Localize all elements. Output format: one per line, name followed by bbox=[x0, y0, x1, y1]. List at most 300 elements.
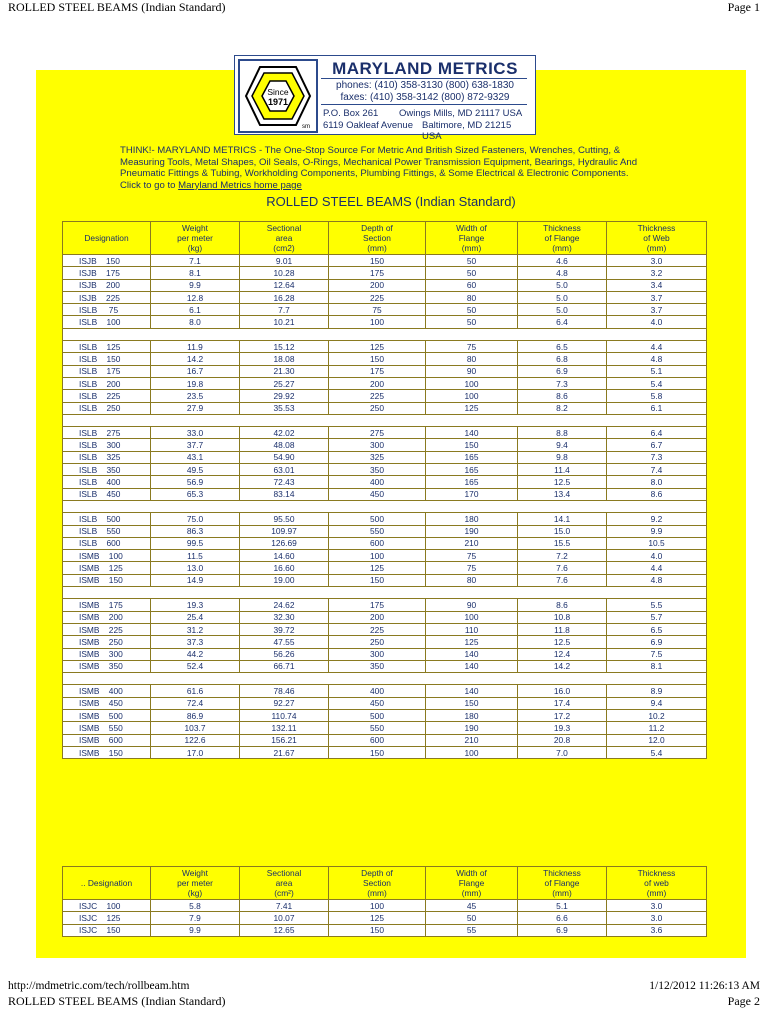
value-cell: 140 bbox=[426, 685, 518, 697]
value-cell: 4.0 bbox=[607, 316, 707, 328]
value-cell: 10.2 bbox=[607, 709, 707, 721]
value-cell: 5.5 bbox=[607, 599, 707, 611]
value-cell: 175 bbox=[329, 365, 426, 377]
value-cell: 126.69 bbox=[240, 537, 329, 549]
value-cell: 8.2 bbox=[518, 402, 607, 414]
value-cell: 72.43 bbox=[240, 476, 329, 488]
designation-cell: ISMB 175 bbox=[63, 599, 151, 611]
value-cell: 7.6 bbox=[518, 562, 607, 574]
steel-channels-table bbox=[62, 866, 707, 937]
value-cell: 9.9 bbox=[607, 525, 707, 537]
column-header: Designation bbox=[63, 222, 151, 255]
value-cell: 18.08 bbox=[240, 353, 329, 365]
footer-datetime: 1/12/2012 11:26:13 AM bbox=[649, 980, 760, 992]
value-cell: 200 bbox=[329, 611, 426, 623]
company-contact-block bbox=[319, 58, 531, 142]
footer-url: http://mdmetric.com/tech/rollbeam.htm bbox=[8, 980, 190, 992]
value-cell: 8.0 bbox=[607, 476, 707, 488]
value-cell: 100 bbox=[426, 746, 518, 758]
value-cell: 9.8 bbox=[518, 451, 607, 463]
separator-row bbox=[63, 587, 707, 599]
value-cell: 3.0 bbox=[607, 900, 707, 912]
value-cell: 39.72 bbox=[240, 623, 329, 635]
value-cell: 500 bbox=[329, 513, 426, 525]
value-cell: 20.8 bbox=[518, 734, 607, 746]
company-logo-banner[interactable] bbox=[234, 55, 536, 142]
value-cell: 31.2 bbox=[151, 623, 240, 635]
value-cell: 12.5 bbox=[518, 476, 607, 488]
value-cell: 86.9 bbox=[151, 709, 240, 721]
value-cell: 5.0 bbox=[518, 291, 607, 303]
print-header-page: Page 1 bbox=[727, 0, 760, 14]
value-cell: 200 bbox=[329, 377, 426, 389]
value-cell: 6.4 bbox=[607, 427, 707, 439]
table-row bbox=[63, 341, 707, 353]
designation-cell: ISLB 200 bbox=[63, 377, 151, 389]
value-cell: 5.0 bbox=[518, 279, 607, 291]
value-cell: 175 bbox=[329, 599, 426, 611]
value-cell: 25.4 bbox=[151, 611, 240, 623]
value-cell: 6.8 bbox=[518, 353, 607, 365]
value-cell: 37.7 bbox=[151, 439, 240, 451]
value-cell: 6.4 bbox=[518, 316, 607, 328]
value-cell: 6.1 bbox=[607, 402, 707, 414]
table-row bbox=[63, 513, 707, 525]
value-cell: 156.21 bbox=[240, 734, 329, 746]
value-cell: 100 bbox=[329, 550, 426, 562]
company-street-city: Baltimore, MD 21215 USA bbox=[422, 120, 512, 142]
value-cell: 7.2 bbox=[518, 550, 607, 562]
designation-cell: ISLB 500 bbox=[63, 513, 151, 525]
value-cell: 10.21 bbox=[240, 316, 329, 328]
value-cell: 80 bbox=[426, 574, 518, 586]
value-cell: 110 bbox=[426, 623, 518, 635]
table-row bbox=[63, 924, 707, 936]
footer-title: ROLLED STEEL BEAMS (Indian Standard) bbox=[8, 994, 226, 1008]
value-cell: 190 bbox=[426, 722, 518, 734]
value-cell: 6.9 bbox=[607, 636, 707, 648]
value-cell: 83.14 bbox=[240, 488, 329, 500]
value-cell: 7.5 bbox=[607, 648, 707, 660]
table-row bbox=[63, 574, 707, 586]
value-cell: 65.3 bbox=[151, 488, 240, 500]
value-cell: 400 bbox=[329, 685, 426, 697]
value-cell: 7.3 bbox=[518, 377, 607, 389]
designation-cell: ISLB 150 bbox=[63, 353, 151, 365]
company-phones: phones: (410) 358-3130 (800) 638-1830 bbox=[336, 80, 514, 91]
value-cell: 210 bbox=[426, 734, 518, 746]
table-row bbox=[63, 476, 707, 488]
value-cell: 140 bbox=[426, 660, 518, 672]
value-cell: 10.07 bbox=[240, 912, 329, 924]
table-row bbox=[63, 900, 707, 912]
value-cell: 110.74 bbox=[240, 709, 329, 721]
separator-cell bbox=[63, 500, 707, 512]
separator-cell bbox=[63, 587, 707, 599]
value-cell: 9.9 bbox=[151, 924, 240, 936]
table-row bbox=[63, 451, 707, 463]
value-cell: 5.1 bbox=[607, 365, 707, 377]
table-row bbox=[63, 267, 707, 279]
value-cell: 8.8 bbox=[518, 427, 607, 439]
value-cell: 7.9 bbox=[151, 912, 240, 924]
value-cell: 4.4 bbox=[607, 562, 707, 574]
table-row bbox=[63, 648, 707, 660]
value-cell: 75 bbox=[426, 550, 518, 562]
value-cell: 9.4 bbox=[607, 697, 707, 709]
value-cell: 150 bbox=[329, 255, 426, 267]
designation-cell: ISJB 175 bbox=[63, 267, 151, 279]
table-row bbox=[63, 599, 707, 611]
column-header: Thickness of Flange (mm) bbox=[518, 222, 607, 255]
value-cell: 109.97 bbox=[240, 525, 329, 537]
home-page-link[interactable]: Maryland Metrics home page bbox=[178, 179, 302, 191]
designation-cell: ISLB 75 bbox=[63, 304, 151, 316]
designation-cell: ISMB 400 bbox=[63, 685, 151, 697]
value-cell: 5.4 bbox=[607, 746, 707, 758]
value-cell: 25.27 bbox=[240, 377, 329, 389]
separator-cell bbox=[63, 328, 707, 340]
table-row bbox=[63, 746, 707, 758]
value-cell: 23.5 bbox=[151, 390, 240, 402]
table-title: ROLLED STEEL BEAMS (Indian Standard) bbox=[266, 194, 516, 209]
designation-cell: ISLB 125 bbox=[63, 341, 151, 353]
table-row bbox=[63, 304, 707, 316]
value-cell: 54.90 bbox=[240, 451, 329, 463]
column-header: Sectional area (cm2) bbox=[240, 222, 329, 255]
company-street: 6119 Oakleaf Avenue bbox=[323, 120, 413, 131]
value-cell: 4.8 bbox=[607, 353, 707, 365]
value-cell: 78.46 bbox=[240, 685, 329, 697]
value-cell: 325 bbox=[329, 451, 426, 463]
value-cell: 250 bbox=[329, 402, 426, 414]
table-row bbox=[63, 291, 707, 303]
value-cell: 9.4 bbox=[518, 439, 607, 451]
value-cell: 5.4 bbox=[607, 377, 707, 389]
designation-cell: ISJC 125 bbox=[63, 912, 151, 924]
value-cell: 100 bbox=[426, 377, 518, 389]
value-cell: 13.4 bbox=[518, 488, 607, 500]
table-row bbox=[63, 439, 707, 451]
column-header: Depth of Section (mm) bbox=[329, 867, 426, 900]
value-cell: 80 bbox=[426, 353, 518, 365]
designation-cell: ISLB 175 bbox=[63, 365, 151, 377]
value-cell: 14.2 bbox=[518, 660, 607, 672]
value-cell: 12.0 bbox=[607, 734, 707, 746]
value-cell: 5.8 bbox=[607, 390, 707, 402]
value-cell: 99.5 bbox=[151, 537, 240, 549]
value-cell: 15.0 bbox=[518, 525, 607, 537]
value-cell: 50 bbox=[426, 267, 518, 279]
value-cell: 50 bbox=[426, 316, 518, 328]
value-cell: 125 bbox=[329, 562, 426, 574]
value-cell: 16.28 bbox=[240, 291, 329, 303]
table-row bbox=[63, 660, 707, 672]
designation-cell: ISMB 150 bbox=[63, 574, 151, 586]
value-cell: 75.0 bbox=[151, 513, 240, 525]
separator-row bbox=[63, 328, 707, 340]
table-row bbox=[63, 611, 707, 623]
value-cell: 250 bbox=[329, 636, 426, 648]
value-cell: 12.64 bbox=[240, 279, 329, 291]
column-header: Width of Flange (mm) bbox=[426, 867, 518, 900]
table-row bbox=[63, 365, 707, 377]
value-cell: 17.2 bbox=[518, 709, 607, 721]
separator-row bbox=[63, 414, 707, 426]
value-cell: 56.9 bbox=[151, 476, 240, 488]
table-row bbox=[63, 550, 707, 562]
value-cell: 7.7 bbox=[240, 304, 329, 316]
value-cell: 80 bbox=[426, 291, 518, 303]
value-cell: 100 bbox=[329, 316, 426, 328]
value-cell: 14.9 bbox=[151, 574, 240, 586]
value-cell: 10.8 bbox=[518, 611, 607, 623]
value-cell: 450 bbox=[329, 488, 426, 500]
table-row bbox=[63, 537, 707, 549]
value-cell: 150 bbox=[426, 697, 518, 709]
column-header: Sectional area (cm²) bbox=[240, 867, 329, 900]
value-cell: 150 bbox=[329, 353, 426, 365]
value-cell: 600 bbox=[329, 734, 426, 746]
value-cell: 60 bbox=[426, 279, 518, 291]
table-row bbox=[63, 734, 707, 746]
value-cell: 90 bbox=[426, 365, 518, 377]
value-cell: 10.5 bbox=[607, 537, 707, 549]
value-cell: 165 bbox=[426, 451, 518, 463]
designation-cell: ISMB 150 bbox=[63, 746, 151, 758]
value-cell: 8.1 bbox=[607, 660, 707, 672]
table-row bbox=[63, 488, 707, 500]
designation-cell: ISLB 100 bbox=[63, 316, 151, 328]
value-cell: 32.30 bbox=[240, 611, 329, 623]
value-cell: 225 bbox=[329, 623, 426, 635]
value-cell: 150 bbox=[329, 746, 426, 758]
table-header-row bbox=[63, 867, 707, 900]
value-cell: 4.0 bbox=[607, 550, 707, 562]
value-cell: 3.7 bbox=[607, 291, 707, 303]
value-cell: 49.5 bbox=[151, 464, 240, 476]
value-cell: 8.1 bbox=[151, 267, 240, 279]
column-header: .. Designation bbox=[63, 867, 151, 900]
value-cell: 16.60 bbox=[240, 562, 329, 574]
value-cell: 44.2 bbox=[151, 648, 240, 660]
designation-cell: ISMB 225 bbox=[63, 623, 151, 635]
value-cell: 5.0 bbox=[518, 304, 607, 316]
value-cell: 7.3 bbox=[607, 451, 707, 463]
value-cell: 4.6 bbox=[518, 255, 607, 267]
column-header: Thickness of Web (mm) bbox=[607, 222, 707, 255]
designation-cell: ISMB 450 bbox=[63, 697, 151, 709]
value-cell: 6.9 bbox=[518, 365, 607, 377]
separator-cell bbox=[63, 414, 707, 426]
value-cell: 100 bbox=[426, 390, 518, 402]
value-cell: 8.6 bbox=[518, 390, 607, 402]
value-cell: 550 bbox=[329, 525, 426, 537]
value-cell: 33.0 bbox=[151, 427, 240, 439]
value-cell: 125 bbox=[329, 341, 426, 353]
value-cell: 14.1 bbox=[518, 513, 607, 525]
value-cell: 17.4 bbox=[518, 697, 607, 709]
value-cell: 52.4 bbox=[151, 660, 240, 672]
designation-cell: ISLB 300 bbox=[63, 439, 151, 451]
designation-cell: ISMB 125 bbox=[63, 562, 151, 574]
value-cell: 12.5 bbox=[518, 636, 607, 648]
value-cell: 4.4 bbox=[607, 341, 707, 353]
value-cell: 19.00 bbox=[240, 574, 329, 586]
value-cell: 300 bbox=[329, 648, 426, 660]
table-row bbox=[63, 316, 707, 328]
designation-cell: ISMB 550 bbox=[63, 722, 151, 734]
hexagon-emblem-icon bbox=[238, 59, 318, 133]
value-cell: 3.2 bbox=[607, 267, 707, 279]
value-cell: 15.5 bbox=[518, 537, 607, 549]
designation-cell: ISLB 550 bbox=[63, 525, 151, 537]
value-cell: 47.55 bbox=[240, 636, 329, 648]
value-cell: 5.7 bbox=[607, 611, 707, 623]
value-cell: 9.01 bbox=[240, 255, 329, 267]
value-cell: 75 bbox=[329, 304, 426, 316]
value-cell: 225 bbox=[329, 291, 426, 303]
value-cell: 12.8 bbox=[151, 291, 240, 303]
value-cell: 50 bbox=[426, 912, 518, 924]
value-cell: 9.9 bbox=[151, 279, 240, 291]
print-header-title: ROLLED STEEL BEAMS (Indian Standard) bbox=[8, 0, 226, 14]
value-cell: 103.7 bbox=[151, 722, 240, 734]
value-cell: 10.28 bbox=[240, 267, 329, 279]
value-cell: 16.0 bbox=[518, 685, 607, 697]
table-row bbox=[63, 255, 707, 267]
value-cell: 19.3 bbox=[151, 599, 240, 611]
value-cell: 92.27 bbox=[240, 697, 329, 709]
value-cell: 300 bbox=[329, 439, 426, 451]
value-cell: 66.71 bbox=[240, 660, 329, 672]
value-cell: 150 bbox=[426, 439, 518, 451]
column-header: Width of Flange (mm) bbox=[426, 222, 518, 255]
table-row bbox=[63, 709, 707, 721]
value-cell: 6.6 bbox=[518, 912, 607, 924]
table-row bbox=[63, 525, 707, 537]
value-cell: 3.4 bbox=[607, 279, 707, 291]
separator-row bbox=[63, 673, 707, 685]
designation-cell: ISMB 100 bbox=[63, 550, 151, 562]
value-cell: 11.8 bbox=[518, 623, 607, 635]
value-cell: 9.2 bbox=[607, 513, 707, 525]
value-cell: 190 bbox=[426, 525, 518, 537]
value-cell: 3.7 bbox=[607, 304, 707, 316]
value-cell: 48.08 bbox=[240, 439, 329, 451]
value-cell: 43.1 bbox=[151, 451, 240, 463]
value-cell: 13.0 bbox=[151, 562, 240, 574]
value-cell: 6.7 bbox=[607, 439, 707, 451]
value-cell: 8.9 bbox=[607, 685, 707, 697]
value-cell: 86.3 bbox=[151, 525, 240, 537]
designation-cell: ISLB 325 bbox=[63, 451, 151, 463]
value-cell: 61.6 bbox=[151, 685, 240, 697]
value-cell: 400 bbox=[329, 476, 426, 488]
value-cell: 37.3 bbox=[151, 636, 240, 648]
value-cell: 15.12 bbox=[240, 341, 329, 353]
table-row bbox=[63, 623, 707, 635]
column-header: Weight per meter (kg) bbox=[151, 222, 240, 255]
designation-cell: ISLB 350 bbox=[63, 464, 151, 476]
value-cell: 75 bbox=[426, 562, 518, 574]
column-header: Weight per meter (kg) bbox=[151, 867, 240, 900]
value-cell: 17.0 bbox=[151, 746, 240, 758]
separator-row bbox=[63, 500, 707, 512]
designation-cell: ISLB 450 bbox=[63, 488, 151, 500]
value-cell: 6.9 bbox=[518, 924, 607, 936]
table-row bbox=[63, 912, 707, 924]
value-cell: 165 bbox=[426, 476, 518, 488]
value-cell: 24.62 bbox=[240, 599, 329, 611]
logo-sm-text: sm bbox=[302, 124, 310, 130]
table-row bbox=[63, 636, 707, 648]
designation-cell: ISMB 600 bbox=[63, 734, 151, 746]
value-cell: 3.0 bbox=[607, 255, 707, 267]
value-cell: 8.6 bbox=[607, 488, 707, 500]
value-cell: 180 bbox=[426, 513, 518, 525]
value-cell: 175 bbox=[329, 267, 426, 279]
table-row bbox=[63, 697, 707, 709]
logo-divider bbox=[321, 78, 527, 79]
value-cell: 7.41 bbox=[240, 900, 329, 912]
value-cell: 14.2 bbox=[151, 353, 240, 365]
value-cell: 5.8 bbox=[151, 900, 240, 912]
table-row bbox=[63, 427, 707, 439]
value-cell: 140 bbox=[426, 648, 518, 660]
company-name: MARYLAND METRICS bbox=[332, 59, 518, 78]
table-row bbox=[63, 685, 707, 697]
value-cell: 8.6 bbox=[518, 599, 607, 611]
value-cell: 11.5 bbox=[151, 550, 240, 562]
column-header: Depth of Section (mm) bbox=[329, 222, 426, 255]
value-cell: 125 bbox=[329, 912, 426, 924]
company-po-city: Owings Mills, MD 21117 USA bbox=[399, 108, 523, 119]
value-cell: 150 bbox=[329, 924, 426, 936]
designation-cell: ISJC 100 bbox=[63, 900, 151, 912]
value-cell: 19.8 bbox=[151, 377, 240, 389]
company-faxes: faxes: (410) 358-3142 (800) 872-9329 bbox=[340, 92, 510, 103]
value-cell: 100 bbox=[329, 900, 426, 912]
designation-cell: ISMB 250 bbox=[63, 636, 151, 648]
table-row bbox=[63, 562, 707, 574]
designation-cell: ISLB 225 bbox=[63, 390, 151, 402]
table-row bbox=[63, 390, 707, 402]
value-cell: 125 bbox=[426, 636, 518, 648]
table-row bbox=[63, 722, 707, 734]
designation-cell: ISLB 275 bbox=[63, 427, 151, 439]
value-cell: 450 bbox=[329, 697, 426, 709]
designation-cell: ISMB 350 bbox=[63, 660, 151, 672]
value-cell: 72.4 bbox=[151, 697, 240, 709]
value-cell: 21.67 bbox=[240, 746, 329, 758]
table-row bbox=[63, 353, 707, 365]
value-cell: 350 bbox=[329, 660, 426, 672]
value-cell: 63.01 bbox=[240, 464, 329, 476]
column-header: Thickness of web (mm) bbox=[607, 867, 707, 900]
value-cell: 11.2 bbox=[607, 722, 707, 734]
designation-cell: ISJB 200 bbox=[63, 279, 151, 291]
logo-year-text: 1971 bbox=[267, 97, 289, 107]
value-cell: 14.60 bbox=[240, 550, 329, 562]
value-cell: 150 bbox=[329, 574, 426, 586]
value-cell: 7.1 bbox=[151, 255, 240, 267]
value-cell: 11.4 bbox=[518, 464, 607, 476]
value-cell: 132.11 bbox=[240, 722, 329, 734]
value-cell: 3.0 bbox=[607, 912, 707, 924]
value-cell: 6.5 bbox=[607, 623, 707, 635]
logo-divider bbox=[321, 104, 527, 105]
